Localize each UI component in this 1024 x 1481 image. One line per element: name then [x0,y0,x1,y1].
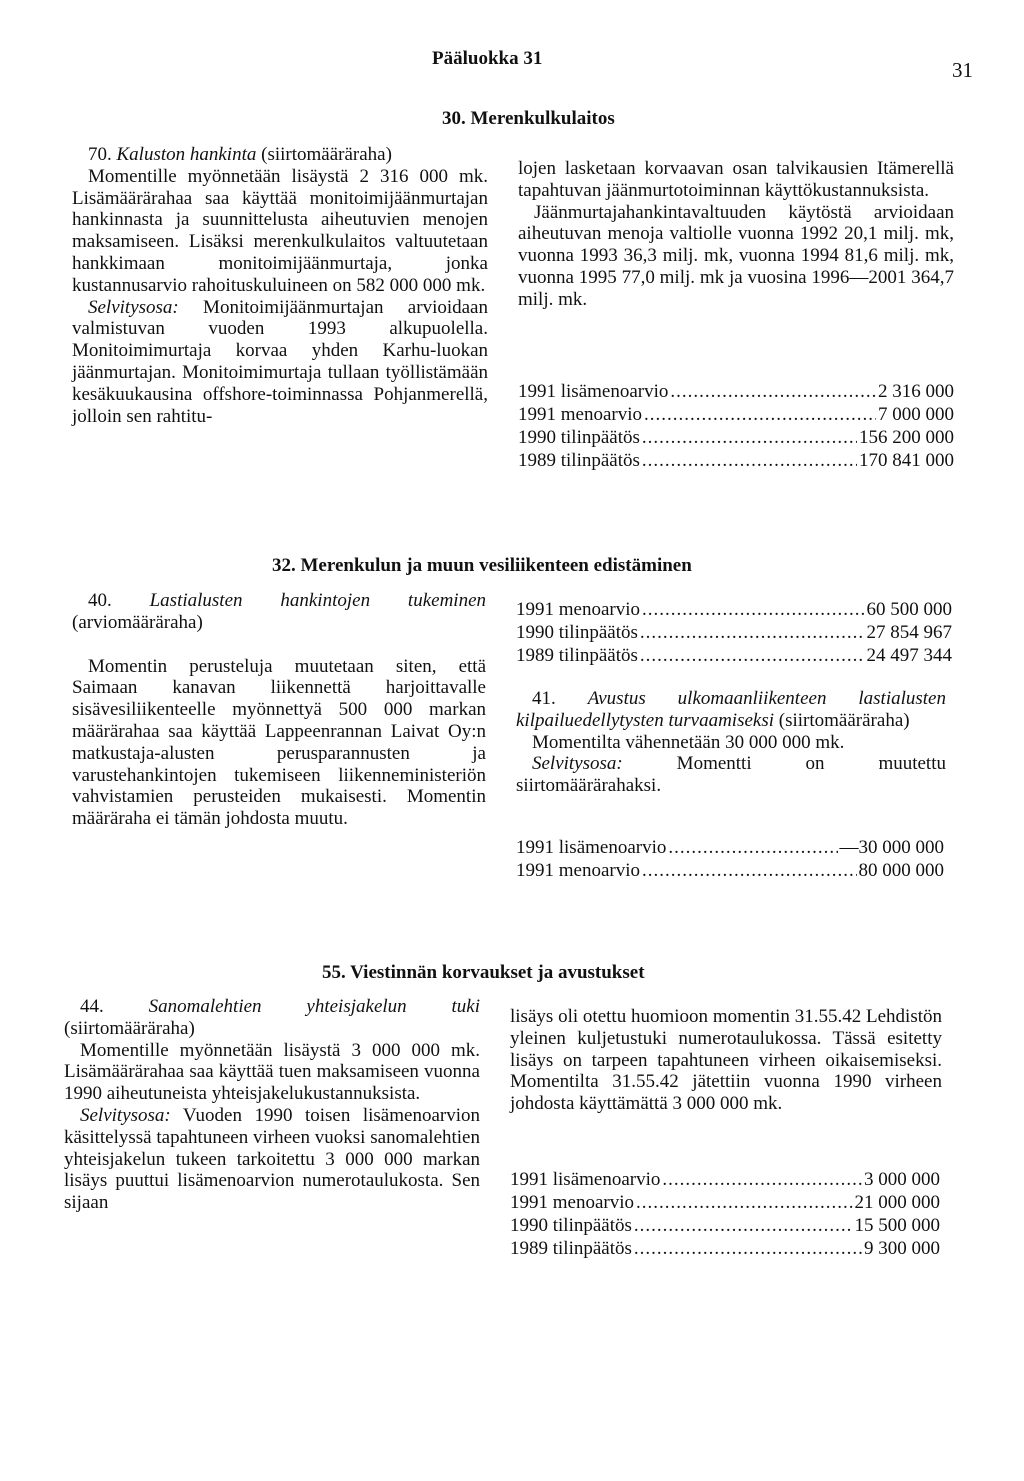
section-30-right-column [518,158,954,311]
section-32-title: 32. Merenkulun ja muun vesiliikenteen edistäminen [272,555,692,576]
figure-row: 1990 tilinpäätös ..... 15 500 000 [510,1214,940,1237]
figure-row: 1991 lisämenoarvio ..... —30 000 000 [516,836,944,859]
moment-40-text: Momentin perusteluja muutetaan siten, että Saimaan kanavan liikennettä harjoittavalle sisävesiliikenteelle myönnettyä 500 000 markan määrärahaa saa käyttää Lappeenrannan Laivat Oy:n matkustaja-alusten perusparannusten ja varustehankintojen tukemiseen liikenneministeriön vahvistamien perusteiden mukaisesti. Momentin määräraha ei tämän johdosta muutu. [72,655,486,830]
moment-70-continuation: lojen lasketaan korvaavan osan talvikausien Itämerellä tapahtuvan jäänmurtotoiminnan käyttökustannuksista. [518,158,954,201]
figure-row: 1990 tilinpäätös ..... 27 854 967 [516,621,952,644]
moment-41-explanation: Selvitysosa: Momentti on muutettu siirtomäärärahaksi. [516,753,946,797]
moment-70-explanation: Selvitysosa: Monitoimijäänmurtajan arvioidaan valmistuvan vuoden 1993 alkupuolella. Monitoimimurtaja korvaa yhden Karhu-luokan jäänmurtajan. Monitoimimurtaja tullaan työllistämään kesäkuukausina offshore-toiminnassa Pohjanmerellä, jolloin sen rahtitu- [72,296,488,427]
figure-row: 1991 menoarvio ..... 21 000 000 [510,1191,940,1214]
section-32-left-column [72,590,486,830]
figure-row: 1991 menoarvio ..... 80 000 000 [516,859,944,882]
moment-41-text: Momentilta vähennetään 30 000 000 mk. [532,731,845,753]
moment-40-title: Lastialusten hankintojen tukeminen [149,590,487,611]
moment-44-continuation: lisäys oli otettu huomioon momentin 31.55.42 Lehdistön yleinen kuljetustuki numerotaulukossa. Tässä esitetty lisäys on tarpeen tapahtuneen virheen oikaisemiseksi. Momentilta 31.55.42 jätettiin vuonna 1990 virheen johdosta käyttämättä 3 000 000 mk. [510,1006,942,1115]
section-30-left-column [72,144,488,427]
section-30-title: 30. Merenkulkulaitos [442,108,615,129]
moment-70-heading: 70. Kaluston hankinta (siirtomääräraha) [88,144,392,165]
figure-row: 1989 tilinpäätös ..... 9 300 000 [510,1237,940,1260]
moment-44-text: Momentille myönnetään lisäystä 3 000 000 mk. Lisämäärärahaa saa käyttää tuen maksamiseen vuonna 1990 aiheutuneista yhteisjakelukustannuksista. [64,1039,480,1105]
moment-40-figures [516,598,952,667]
moment-41-title: Avustus ulkomaanliikenteen lastialusten kilpailuedellytysten turvaamiseksi [516,688,946,731]
moment-44-title: Sanomalehtien yhteisjakelun tuki [148,996,481,1017]
moment-70-authorization: Jäänmurtajahankintavaltuuden käytöstä arvioidaan aiheutuvan menoja valtiolle vuonna 1992 20,1 milj. mk, vuonna 1993 36,3 milj. mk, vuonna 1994 81,6 milj. mk, vuonna 1995 77,0 milj. mk ja vuosina 1996—2001 364,7 milj. mk. [518,201,954,310]
moment-44-figures [510,1168,940,1260]
explanation-label: Selvitysosa: [88,296,179,318]
moment-44-heading: 44. Sanomalehtien yhteisjakelun tuki (siirtomääräraha) [64,996,481,1039]
section-55-title: 55. Viestinnän korvaukset ja avustukset [322,962,645,983]
figure-row: 1991 menoarvio ..... 60 500 000 [516,598,952,621]
section-55-right-column [510,1006,942,1115]
moment-41-heading: 41. Avustus ulkomaanliikenteen lastialusten kilpailuedellytysten turvaamiseksi (siirtomääräraha) [516,688,946,731]
figure-row: 1989 tilinpäätös ..... 170 841 000 [518,449,954,472]
page-number: 31 [952,58,973,82]
figure-row: 1991 menoarvio ..... 7 000 000 [518,403,954,426]
moment-44-explanation: Selvitysosa: Vuoden 1990 toisen lisämenoarvion käsittelyssä tapahtuneen virheen vuoksi sanomalehtien yhteisjakelun tukeen tarkoitettu 3 000 000 markan lisäys puuttui lisämenoarvion numerotaulukosta. Sen sijaan [64,1104,480,1214]
moment-70-title: Kaluston hankinta [116,144,257,165]
explanation-label: Selvitysosa: [532,753,623,775]
figure-row: 1991 lisämenoarvio ..... 2 316 000 [518,380,954,403]
moment-70-text: Momentille myönnetään lisäystä 2 316 000 mk. Lisämäärärahaa saa käyttää monitoimijäänmurtajan hankinnasta ja suunnittelusta aiheutuvien menojen maksamiseen. Lisäksi merenkulkulaitos valtuutetaan hankkimaan monitoimijäänmurtaja, jonka kustannusarvio rahoituskuluineen on 582 000 000 mk. [72,165,488,296]
explanation-label: Selvitysosa: [80,1104,171,1126]
section-30-figures [518,380,954,472]
running-title: Pääluokka 31 [432,48,543,69]
figure-row: 1991 lisämenoarvio ..... 3 000 000 [510,1168,940,1191]
moment-41-block [516,688,946,797]
section-55-left-column [64,996,480,1214]
figure-row: 1990 tilinpäätös ..... 156 200 000 [518,426,954,449]
moment-41-figures [516,836,944,882]
figure-row: 1989 tilinpäätös ..... 24 497 344 [516,644,952,667]
moment-40-heading: 40. Lastialusten hankintojen tukeminen (arviomääräraha) [72,590,487,633]
